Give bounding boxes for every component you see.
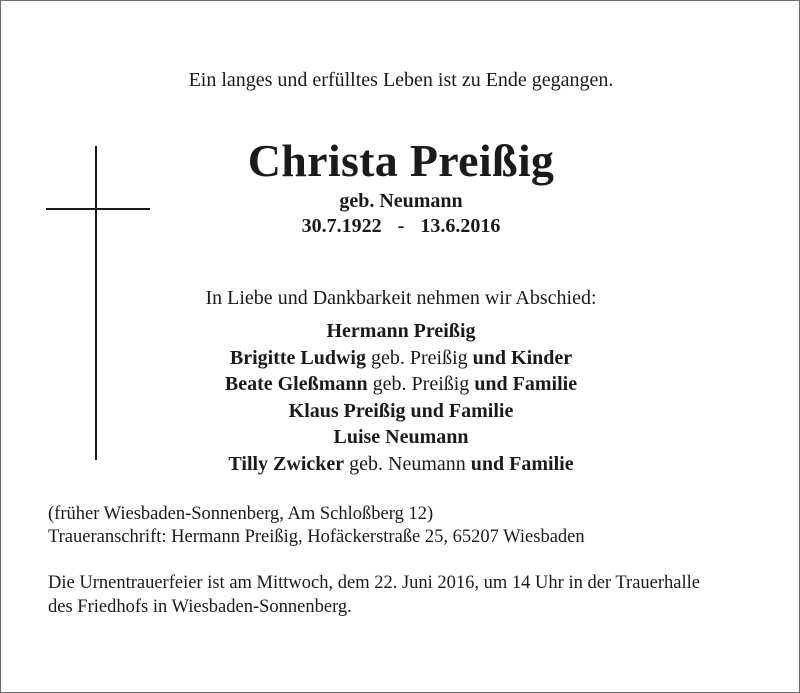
deceased-name: Christa Preißig [247,135,555,186]
mourner-birth-name: geb. Preißig [365,346,473,369]
farewell-line: In Liebe und Dankbarkeit nehmen wir Abschied: [205,287,597,309]
mourner-row [1,398,800,425]
mourner-row [1,318,800,345]
mourner-birth-name: geb. Neumann [344,452,471,475]
ceremony-line: Die Urnentrauerfeier ist am Mittwoch, dem 22. Juni 2016, um 14 Uhr in der Trauerhalle [48,573,700,593]
former-address: (früher Wiesbaden-Sonnenberg, Am Schloßberg 12) [48,504,434,524]
mourner-name: Brigitte Ludwig [229,346,366,369]
ceremony-line: des Friedhofs in Wiesbaden-Sonnenberg. [48,596,352,617]
birth-name: geb. Neumann [339,190,463,212]
mourner-name: Luise Neumann [333,426,469,448]
intro-line: Ein langes und erfülltes Leben ist zu Ende gegangen. [188,69,614,91]
mourner-row [1,371,800,398]
mourner-name: Hermann Preißig [326,320,476,342]
mourner-birth-name: geb. Preißig [367,373,475,395]
life-dates: 30.7.1922 - 13.6.2016 [301,215,501,237]
mourner-name: Tilly Zwicker [228,452,345,475]
mourner-row [1,451,800,478]
mourner-name: Klaus Preißig und Familie [288,399,514,422]
mourners-list [1,318,800,477]
mourner-name: Beate Gleßmann [224,373,368,395]
mourner-row [1,424,800,451]
mourning-address: Traueranschrift: Hermann Preißig, Hofäckerstraße 25, 65207 Wiesbaden [48,527,585,547]
mourner-suffix: und Kinder [472,346,573,369]
mourner-row [1,345,800,372]
mourner-suffix: und Familie [474,373,578,395]
mourner-suffix: und Familie [470,452,574,475]
ceremony-info [48,572,768,619]
